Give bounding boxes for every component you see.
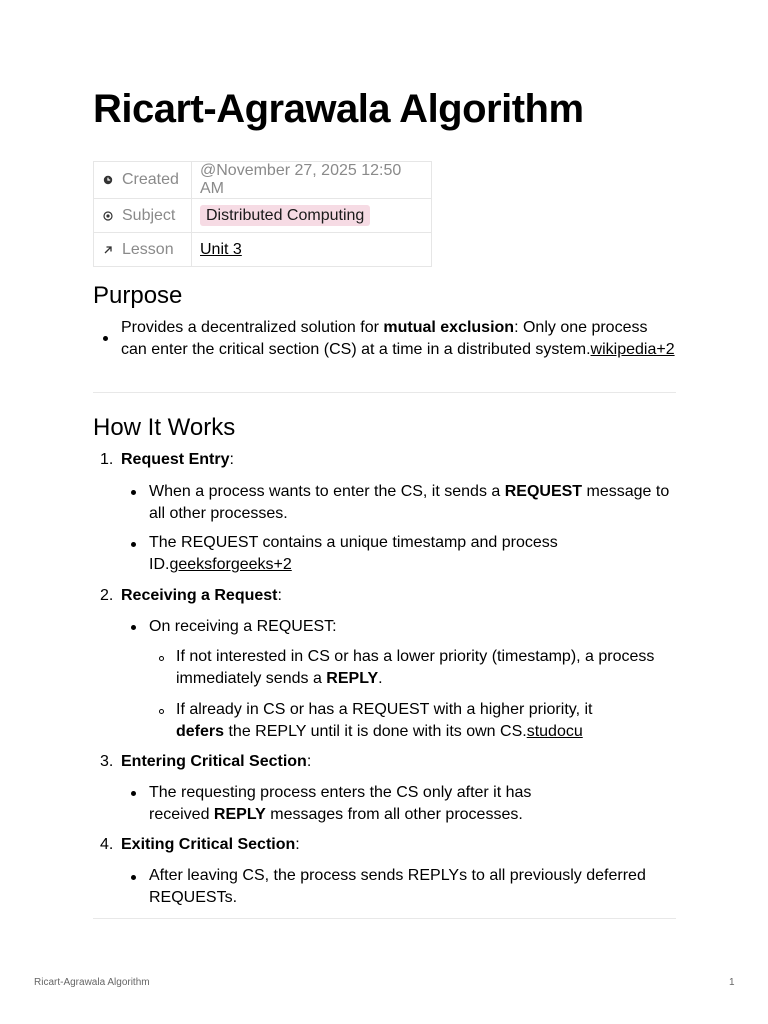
step-title-bold: Receiving a Request (121, 587, 278, 604)
list-bold: REPLY (213, 806, 266, 823)
property-key (94, 233, 192, 267)
subject-tag[interactable]: Distributed Computing (200, 205, 370, 226)
section-divider (93, 918, 676, 919)
properties-table (93, 161, 432, 267)
step-title-bold: Exiting Critical Section (121, 836, 296, 853)
property-row-lesson (94, 233, 432, 267)
list-text: If already in CS or has a REQUEST with a higher priority, it (176, 701, 593, 718)
purpose-text: : Only one process can enter the critical section (CS) at a time in a distributed system. (121, 319, 648, 358)
sub-bullet-marker (159, 656, 164, 661)
property-key (94, 162, 192, 199)
list-item: After leaving CS, the process sends REPLYs to all previously deferred REQUESTs. (149, 867, 646, 906)
sub-list-item (176, 646, 676, 690)
step-title (121, 449, 234, 471)
target-icon (103, 211, 113, 221)
list-text: messages from all other processes. (265, 806, 523, 823)
list-bold: REPLY (326, 670, 379, 687)
step-number: 4. (100, 836, 114, 853)
list-item (149, 532, 569, 576)
bullet-marker (131, 875, 136, 880)
property-value-created: @November 27, 2025 12:50 AM (192, 162, 432, 199)
property-value-subject (192, 199, 432, 233)
bullet-marker (103, 336, 108, 341)
step-title (121, 585, 282, 607)
section-divider (93, 392, 676, 393)
property-row-created (94, 162, 432, 199)
list-text: The REQUEST contains a unique timestamp and process ID. (149, 534, 558, 573)
list-text: The requesting process enters the CS only after it has received (149, 784, 532, 823)
bullet-marker (131, 791, 136, 796)
property-key-label: Lesson (122, 240, 174, 258)
list-bold: REQUEST (504, 483, 583, 500)
list-text: If not interested in CS or has a lower priority (timestamp), a process immediately sends a (176, 648, 655, 687)
step-title-bold: Request Entry (121, 451, 230, 468)
list-item: On receiving a REQUEST: (149, 618, 337, 635)
step-title (121, 751, 311, 773)
footer-title: Ricart-Agrawala Algorithm (34, 977, 150, 988)
bullet-marker (131, 625, 136, 630)
step-title (121, 834, 300, 856)
property-row-subject (94, 199, 432, 233)
page-title: Ricart-Agrawala Algorithm (93, 87, 584, 131)
step-colon: : (306, 753, 312, 770)
list-bold: defers (176, 723, 225, 740)
purpose-item (121, 317, 676, 361)
step-title-bold: Entering Critical Section (121, 753, 307, 770)
source-link[interactable]: geeksforgeeks+2 (169, 556, 292, 573)
bullet-marker (131, 542, 136, 547)
purpose-text: Provides a decentralized solution for (121, 319, 384, 336)
step-number: 2. (100, 587, 114, 604)
sub-list-item (176, 699, 616, 743)
property-value-lesson (192, 233, 432, 267)
list-text: When a process wants to enter the CS, it sends a (149, 483, 505, 500)
purpose-heading: Purpose (93, 282, 183, 309)
how-heading: How It Works (93, 414, 236, 441)
source-link[interactable]: studocu (526, 723, 583, 740)
sub-bullet-marker (159, 709, 164, 714)
step-number: 3. (100, 753, 114, 770)
bullet-marker (131, 490, 136, 495)
lesson-link[interactable]: Unit 3 (200, 240, 242, 258)
property-key-label: Created (122, 171, 179, 188)
step-colon: : (295, 836, 300, 853)
purpose-bold: mutual exclusion (383, 319, 515, 336)
list-text: the REPLY until it is done with its own CS. (224, 723, 527, 740)
purpose-source-link[interactable]: wikipedia+2 (590, 341, 675, 358)
clock-icon (103, 175, 113, 185)
list-item (149, 782, 559, 826)
arrow-up-right-icon (103, 245, 113, 255)
property-key-label: Subject (122, 206, 176, 224)
list-text: . (378, 670, 383, 687)
property-key (94, 199, 192, 233)
footer-page-number: 1 (729, 977, 735, 988)
step-colon: : (277, 587, 282, 604)
list-item (149, 481, 676, 525)
step-number: 1. (100, 451, 114, 468)
step-colon: : (229, 451, 234, 468)
list-text: message to all other processes. (149, 483, 670, 522)
